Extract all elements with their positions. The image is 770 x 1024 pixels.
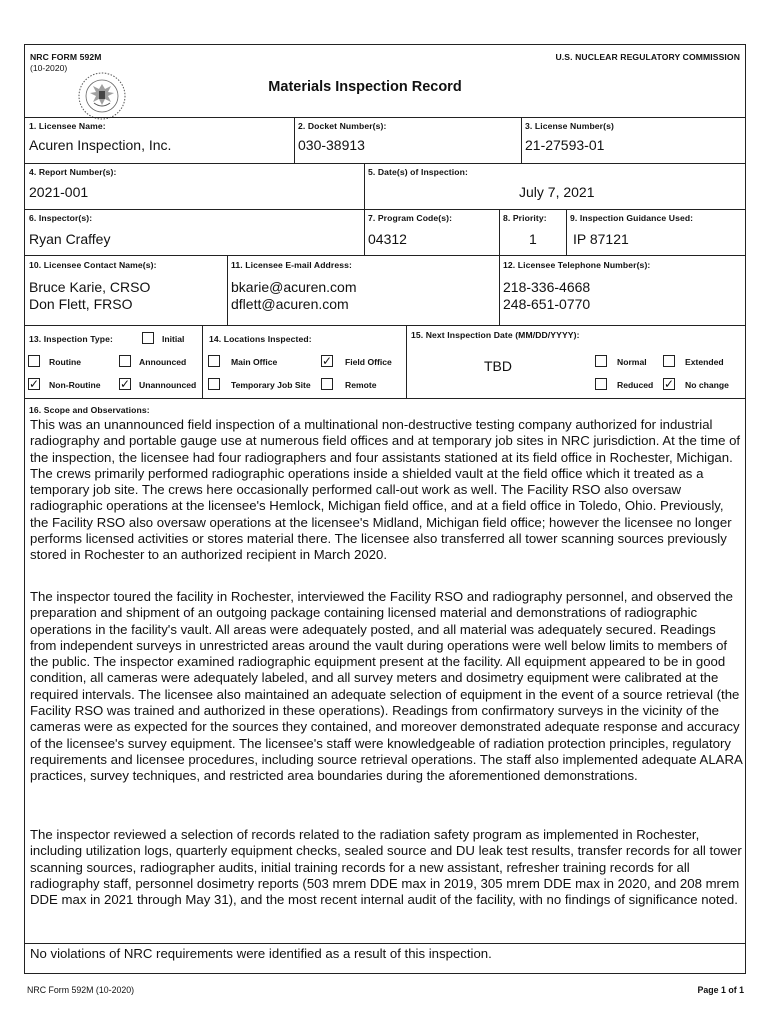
scope-paragraph-1: This was an unannounced field inspection of a multinational non-destructive testing company authorized for industrial radiography and portable gauge use at numerous field offices and at temporary job sites in NRC jurisdiction. At the time of the inspection, the licensee had four radiographers and four assistants stationed at its field office in Rochester, Michigan. The crews primarily performed radiographic operations inside a shielded vault at the field office which it treated as a temporary job site. The crews here occasionally performed call-out work as well. The Facility RSO also oversaw radiographic operations at the licensee's Hemlock, Michigan field office, and at a field office in Toledo, Ohio. Previously, the Facility RSO also oversaw operations at the licensee's Midland, Michigan field office; however the licensee no longer performs licensed activities or stores material there. The licensee also transferred all tower scanning sources previously stored in Rochester to an authorized recipient in March 2020. — [30, 417, 741, 563]
licensee-name-label: 1. Licensee Name: — [29, 121, 106, 131]
scope-paragraph-2: The inspector toured the facility in Rochester, interviewed the Facility RSO and radiography personnel, and observed the preparation and shipment of an outgoing package containing licensed material and demonstrations of radiographic operations in the facility's vault. All areas were adequately posted, and all material was adequately secured. Readings from independent surveys in unrestricted areas around the vault during operations were well below limits to members of the public. The inspector examined radiographic equipment present at the facility. All equipment appeared to be in good condition, all cameras were adequately labeled, and all survey meters and dosimetry equipment were calibrated at the required intervals. The licensee also maintained an adequate selection of equipment in the event of a source retrieval (the Facility RSO was trained and authorized in these operations). Readings from confirmatory surveys in the vicinity of the cameras were as expected for the sources they contained, and moreover demonstrated adequate response and accuracy of the licensee's survey equipment. The licensee's staff were knowledgeable of radiation protection principles, regulatory requirements and licensee procedures, including source retrieval operations. The staff also implemented adequate ALARA practices, survey techniques, and restricted area boundaries during the aforementioned demonstrations. — [30, 589, 743, 784]
footer-page-number: Page 1 of 1 — [697, 985, 744, 995]
scope-label: 16. Scope and Observations: — [29, 405, 150, 415]
report-number-label: 4. Report Number(s): — [29, 167, 117, 177]
reduced-label: Reduced — [617, 380, 654, 390]
inspector-label: 6. Inspector(s): — [29, 213, 93, 223]
extended-label: Extended — [685, 357, 724, 367]
footer-form-ref: NRC Form 592M (10-2020) — [27, 985, 135, 995]
inspection-date-value: July 7, 2021 — [519, 184, 595, 200]
temporary-job-site-label: Temporary Job Site — [231, 380, 311, 390]
routine-checkbox[interactable] — [28, 355, 40, 367]
routine-label: Routine — [49, 357, 81, 367]
next-inspection-label: 15. Next Inspection Date (MM/DD/YYYY): — [411, 330, 580, 340]
program-code-value: 04312 — [368, 231, 407, 247]
normal-checkbox[interactable] — [595, 355, 607, 367]
contact-name-2: Don Flett, FRSO — [29, 296, 133, 312]
non-routine-label: Non-Routine — [49, 380, 101, 390]
phone-label: 12. Licensee Telephone Number(s): — [503, 260, 651, 270]
program-code-label: 7. Program Code(s): — [368, 213, 453, 223]
main-office-label: Main Office — [231, 357, 278, 367]
scope-paragraph-4: No violations of NRC requirements were identified as a result of this inspection. — [30, 946, 492, 961]
temporary-job-site-checkbox[interactable] — [208, 378, 220, 390]
inspection-record-form — [24, 44, 746, 974]
form-id: NRC FORM 592M — [30, 52, 102, 62]
priority-label: 8. Priority: — [503, 213, 547, 223]
normal-label: Normal — [617, 357, 647, 367]
no-change-checkbox[interactable] — [663, 378, 675, 390]
page-title: Materials Inspection Record — [268, 79, 462, 95]
inspector-value: Ryan Craffey — [29, 231, 111, 247]
phone-1: 218-336-4668 — [503, 279, 591, 295]
check-icon: ✓ — [29, 377, 40, 391]
field-office-label: Field Office — [345, 357, 392, 367]
locations-label: 14. Locations Inspected: — [209, 334, 312, 344]
announced-checkbox[interactable] — [119, 355, 131, 367]
guidance-value: IP 87121 — [573, 231, 629, 247]
priority-value: 1 — [529, 231, 537, 247]
inspection-date-label: 5. Date(s) of Inspection: — [368, 167, 468, 177]
form-date: (10-2020) — [30, 63, 68, 73]
remote-label: Remote — [345, 380, 377, 390]
main-office-checkbox[interactable] — [208, 355, 220, 367]
report-number-value: 2021-001 — [29, 184, 89, 200]
check-icon: ✓ — [664, 377, 675, 391]
initial-label: Initial — [162, 334, 185, 344]
unannounced-checkbox[interactable] — [119, 378, 131, 390]
agency-name: U.S. NUCLEAR REGULATORY COMMISSION — [555, 52, 740, 62]
non-routine-checkbox[interactable] — [28, 378, 40, 390]
email-label: 11. Licensee E-mail Address: — [231, 260, 352, 270]
phone-2: 248-651-0770 — [503, 296, 591, 312]
remote-checkbox[interactable] — [321, 378, 333, 390]
inspection-type-label: 13. Inspection Type: — [29, 334, 113, 344]
check-icon: ✓ — [322, 354, 333, 368]
announced-label: Announced — [139, 357, 187, 367]
initial-checkbox[interactable] — [142, 332, 154, 344]
reduced-checkbox[interactable] — [595, 378, 607, 390]
contact-names-label: 10. Licensee Contact Name(s): — [29, 260, 157, 270]
guidance-label: 9. Inspection Guidance Used: — [570, 213, 694, 223]
email-1: bkarie@acuren.com — [231, 279, 357, 295]
unannounced-label: Unannounced — [139, 380, 197, 390]
no-change-label: No change — [685, 380, 729, 390]
check-icon: ✓ — [120, 377, 131, 391]
licensee-name-value: Acuren Inspection, Inc. — [29, 137, 172, 153]
extended-checkbox[interactable] — [663, 355, 675, 367]
next-inspection-value: TBD — [484, 358, 512, 374]
field-office-checkbox[interactable] — [321, 355, 333, 367]
email-2: dflett@acuren.com — [231, 296, 349, 312]
docket-number-label: 2. Docket Number(s): — [298, 121, 387, 131]
license-number-label: 3. License Number(s) — [525, 121, 614, 131]
contact-name-1: Bruce Karie, CRSO — [29, 279, 151, 295]
docket-number-value: 030-38913 — [298, 137, 365, 153]
scope-paragraph-3: The inspector reviewed a selection of records related to the radiation safety program as implemented in Rochester, including utilization logs, quarterly equipment checks, sealed source and DU leak test results, transfer records for all tower scanning sources, radiographer audits, initial training records for a new assistant, refresher training records for all radiography staff, personnel dosimetry reports (503 mrem DDE max in 2019, 305 mrem DDE max in 2020, and 208 mrem DDE max in 2021 through May 31), and the most recent internal audit of the facility, with no findings of significance noted. — [30, 827, 742, 908]
license-number-value: 21-27593-01 — [525, 137, 605, 153]
